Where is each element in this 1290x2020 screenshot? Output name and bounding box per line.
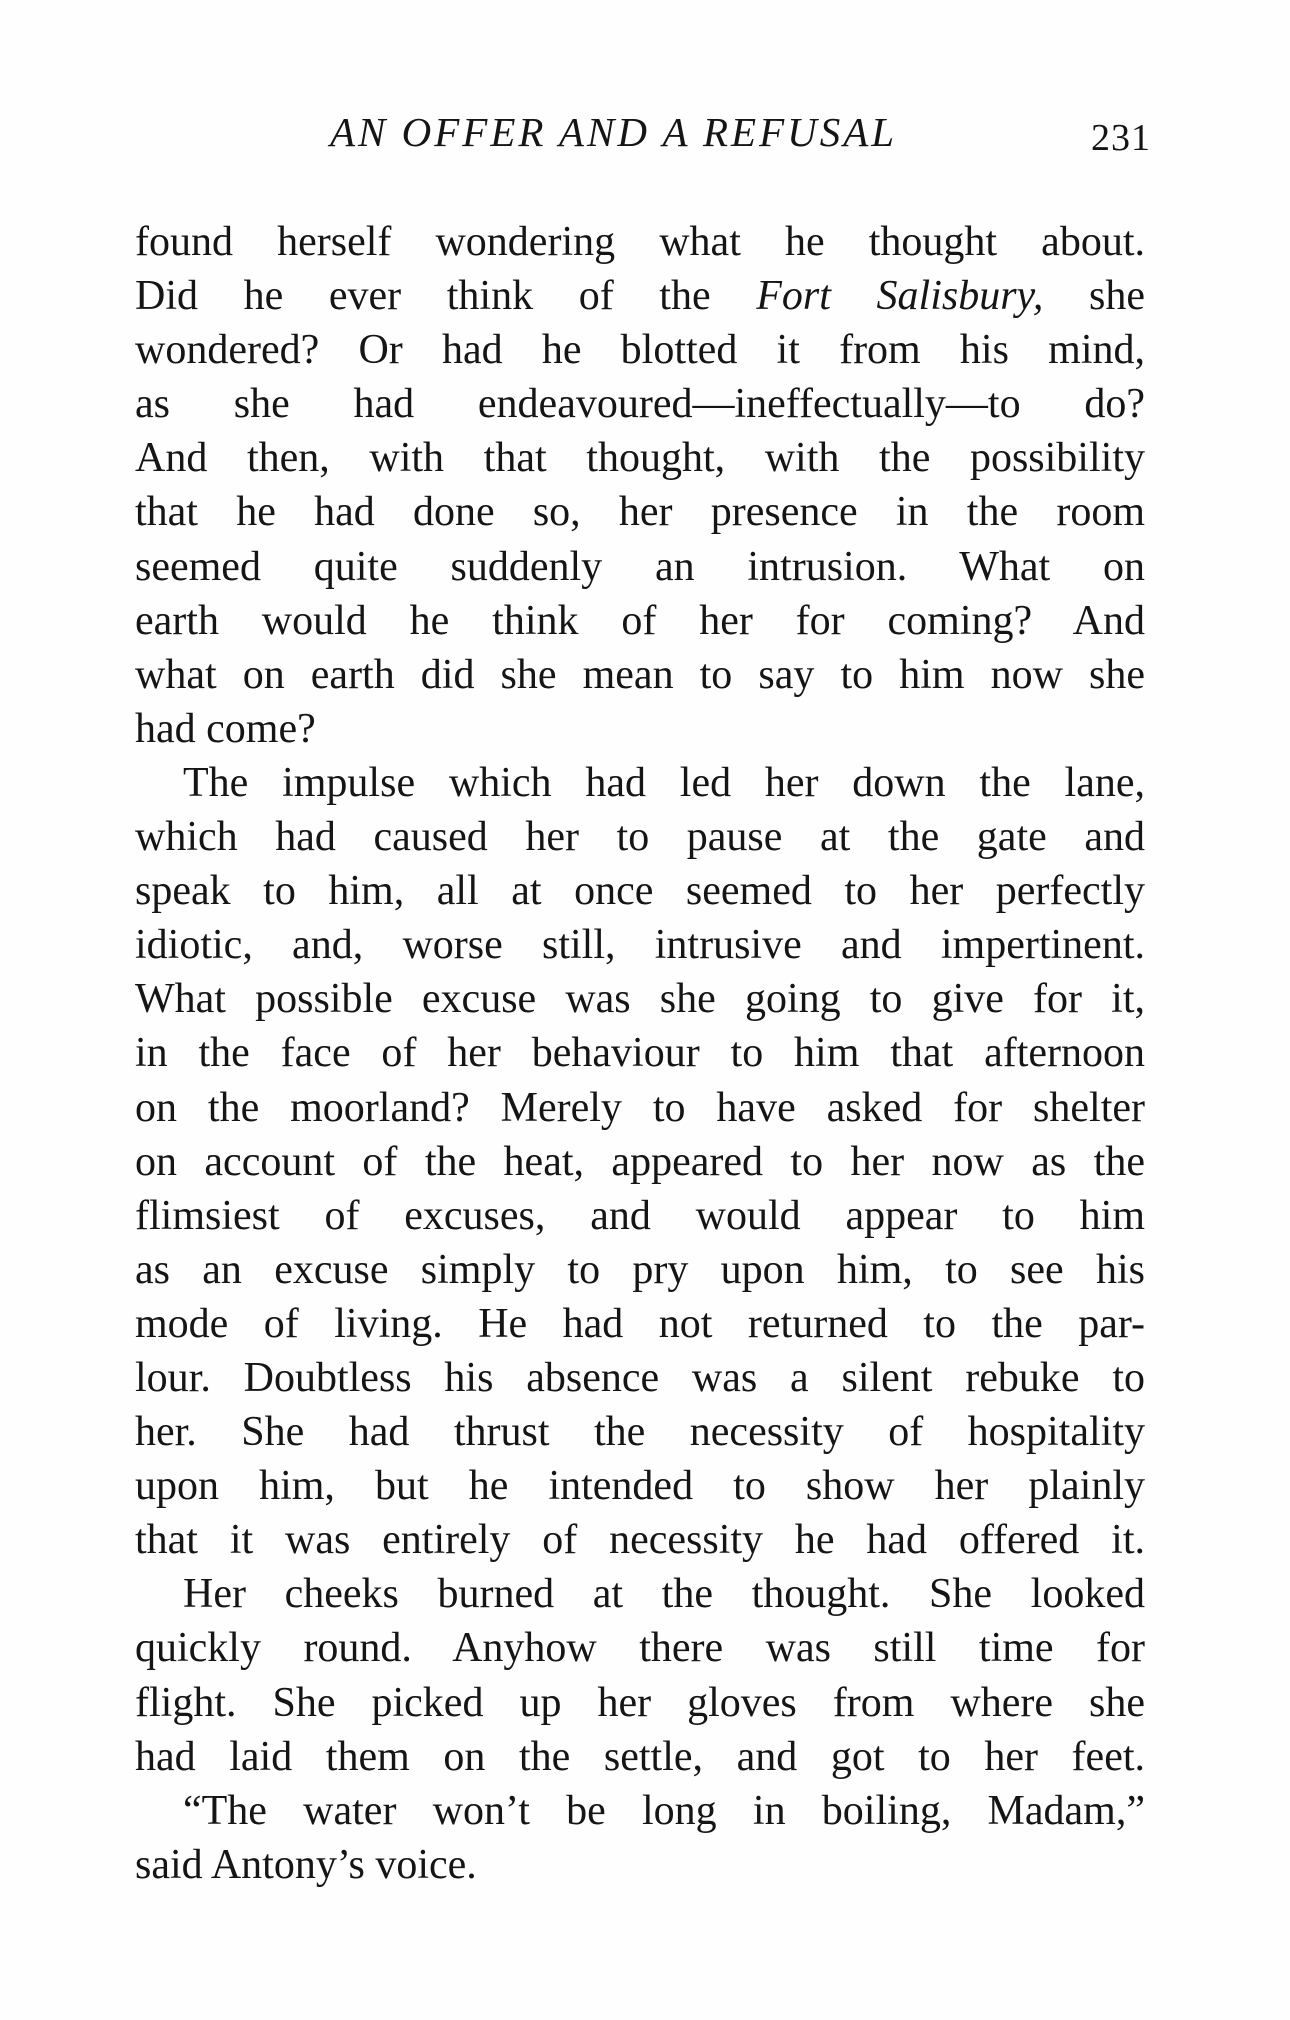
text-line [135,269,1145,323]
paragraph-end-line: had laid them on the settle, and got to her feet. [135,1733,1145,1780]
text-line: in the face of her behaviour to him that afternoon [135,1030,1145,1077]
text-line: And then, with that thought, with the possibility [135,435,1145,482]
text-fragment: she [1089,273,1146,320]
text-line: quickly round. Anyhow there was still time for [135,1625,1145,1672]
text-line: as she had endeavoured—ineffectually—to do? [135,381,1145,428]
text-line: seemed quite suddenly an intrusion. What on [135,543,1145,590]
body-text [135,215,1145,1892]
text-line: What possible excuse was she going to give for it, [135,976,1145,1023]
text-line: idiotic, and, worse still, intrusive and impertinent. [135,922,1145,969]
paragraph-start-line: Her cheeks burned at the thought. She looked [183,1571,1145,1618]
text-line: on account of the heat, appeared to her now as the [135,1138,1145,1185]
paragraph-end-line: had come? [135,705,316,752]
text-line: wondered? Or had he blotted it from his mind, [135,327,1145,374]
text-line: earth would he think of her for coming? And [135,597,1145,644]
paragraph-end-line: said Antony’s voice. [135,1841,477,1888]
page-number: 231 [1091,117,1151,159]
text-fragment: Did he ever think of the [135,273,711,320]
text-line: her. She had thrust the necessity of hospitality [135,1409,1145,1456]
text-line: lour. Doubtless his absence was a silent rebuke to [135,1354,1145,1401]
italic-ship-name: Fort Salisbury, [756,273,1044,320]
paragraph-end-line: that it was entirely of necessity he had offered it. [135,1517,1145,1564]
text-line: speak to him, all at once seemed to her perfectly [135,868,1145,915]
text-line: upon him, but he intended to show her plainly [135,1463,1145,1510]
text-line: found herself wondering what he thought about. [135,219,1145,265]
text-line: mode of living. He had not returned to the par- [135,1300,1145,1347]
text-line: what on earth did she mean to say to him now she [135,651,1145,698]
text-line: as an excuse simply to pry upon him, to see his [135,1246,1145,1293]
running-head [135,104,1151,160]
running-title: AN OFFER AND A REFUSAL [330,109,898,155]
text-line: on the moorland? Merely to have asked for shelter [135,1084,1145,1131]
text-line: which had caused her to pause at the gate and [135,814,1145,861]
paragraph-start-line: The impulse which had led her down the lane, [183,759,1145,806]
paragraph-start-line: “The water won’t be long in boiling, Madam,” [183,1787,1145,1834]
text-line: flight. She picked up her gloves from where she [135,1679,1145,1726]
text-line: that he had done so, her presence in the room [135,489,1145,536]
text-line: flimsiest of excuses, and would appear to him [135,1192,1145,1239]
